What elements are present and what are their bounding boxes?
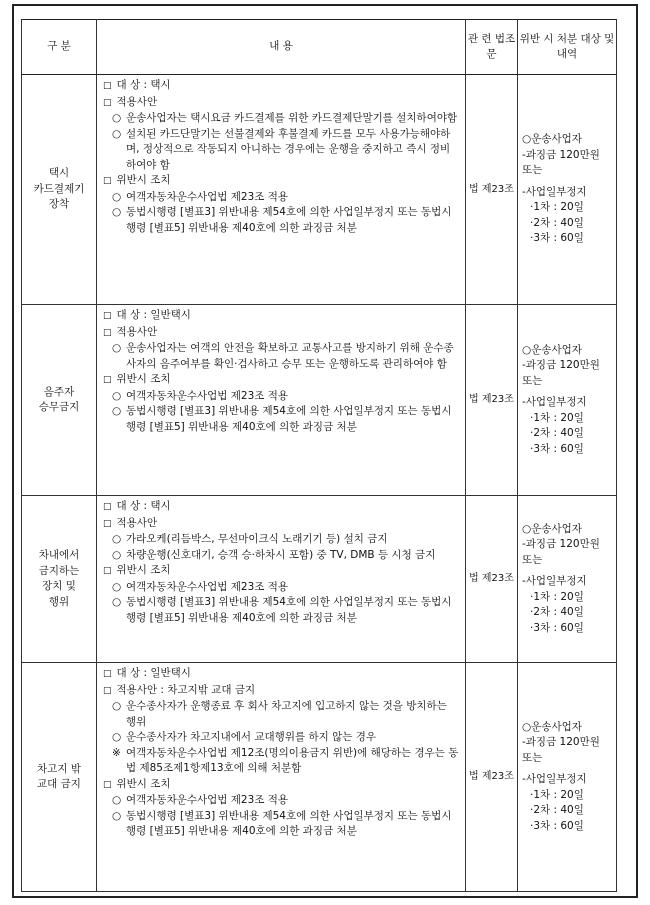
penalty-or: 또는: [522, 374, 543, 387]
penalty-third: ·3차 : 60일: [530, 232, 584, 245]
law-cell: 법 제23조: [466, 496, 518, 663]
content-cell: [97, 305, 466, 496]
penalty-fine: -과징금 120만원: [522, 148, 600, 161]
violation-item: [103, 809, 460, 840]
penalty-cell: [518, 496, 617, 663]
penalty-or: 또는: [522, 553, 543, 566]
violation-heading: □ 위반시 조치: [103, 372, 460, 389]
violation-item: [103, 190, 460, 206]
target-line: □ 대 상 : 일반택시: [103, 666, 460, 683]
violation-item-text: 여객자동차운수사업법 제23조 적용: [126, 794, 289, 806]
penalty-second: ·2차 : 40일: [530, 606, 584, 619]
category-cell: [22, 663, 97, 892]
bullet-mark: ○: [112, 794, 122, 806]
bullet-mark: ○: [112, 548, 122, 561]
bullet-mark: ○: [112, 342, 122, 354]
penalty-subject: ○운송사업자: [522, 133, 582, 146]
penalty-suspension: -사업일부정지: [522, 185, 587, 198]
violation-item-text: 동법시행령 [별표3] 위반내용 제54호에 의한 사업일부정지 또는 동법시행령 [별표5] 위반내용 제40호에 의한 과징금 처분: [126, 405, 452, 433]
penalty-first: ·1차 : 20일: [530, 201, 584, 214]
violation-item-text: 여객자동차운수사업법 제23조 적용: [126, 389, 289, 402]
apply-item-text: 가라오케(리듬박스, 무선마이크식 노래기기 등) 설치 금지: [126, 533, 388, 545]
penalty-first: ·1차 : 20일: [530, 590, 584, 603]
content-cell: [97, 75, 466, 305]
bullet-mark: ○: [112, 700, 122, 712]
penalty-first: ·1차 : 20일: [530, 411, 584, 424]
violation-item: [103, 595, 460, 626]
penalty-fine: -과징금 120만원: [522, 538, 600, 551]
target-line: □ 대 상 : 일반택시: [103, 308, 460, 325]
penalty-subject: ○운송사업자: [522, 720, 582, 733]
bullet-mark: ○: [112, 731, 122, 743]
law-cell: 법 제23조: [466, 663, 518, 892]
apply-heading: □ 적용사안: [103, 516, 460, 533]
penalty-suspension: -사업일부정지: [522, 396, 587, 409]
penalty-fine: -과징금 120만원: [522, 736, 600, 749]
bullet-mark: ○: [112, 112, 122, 124]
penalty-cell: [518, 663, 617, 892]
category-cell: [22, 75, 97, 305]
law-cell: 법 제23조: [466, 305, 518, 496]
category-line: 행위: [48, 595, 70, 608]
penalty-first: ·1차 : 20일: [530, 788, 584, 801]
law-cell: 법 제23조: [466, 75, 518, 305]
penalty-fine: -과징금 120만원: [522, 359, 600, 372]
penalty-third: ·3차 : 60일: [530, 442, 584, 455]
bullet-mark: ○: [112, 206, 122, 218]
violation-item: [103, 793, 460, 809]
table-row: [22, 305, 617, 496]
header-content: 내 용: [97, 20, 466, 75]
penalty-second: ·2차 : 40일: [530, 804, 584, 817]
category-line: 차고지 밖: [37, 762, 81, 775]
apply-item: [103, 730, 460, 746]
violation-item: [103, 404, 460, 435]
regulation-table: [21, 19, 617, 892]
apply-item-text: 여객자동차운수사업법 제12조(명의이용금지 위반)에 해당하는 경우는 동법 제85조제1항제13호에 의해 처분함: [126, 746, 459, 774]
apply-item: [103, 548, 460, 564]
violation-item-text: 동법시행령 [별표3] 위반내용 제54호에 의한 사업일부정지 또는 동법시행령 [별표5] 위반내용 제40호에 의한 과징금 처분: [126, 809, 452, 837]
violation-item-text: 여객자동차운수사업법 제23조 적용: [126, 190, 289, 203]
table-header-row: [22, 20, 617, 75]
penalty-or: 또는: [522, 164, 543, 177]
category-line: 승무금지: [38, 401, 80, 413]
category-line: 장착: [48, 198, 70, 211]
category-cell: [22, 305, 97, 496]
apply-item-text: 운송사업자는 여객의 안전을 확보하고 교통사고를 방지하기 위해 운수종사자의 음주여부를 확인·검사하고 승무 또는 운행하도록 관리하여야 함: [126, 342, 454, 370]
table-row: [22, 496, 617, 663]
penalty-cell: [518, 305, 617, 496]
penalty-or: 또는: [522, 751, 543, 764]
violation-item-text: 동법시행령 [별표3] 위반내용 제54호에 의한 사업일부정지 또는 동법시행령 [별표5] 위반내용 제40호에 의한 과징금 처분: [126, 596, 452, 624]
bullet-mark: ○: [112, 533, 122, 545]
penalty-third: ·3차 : 60일: [530, 819, 584, 832]
apply-item: [103, 111, 460, 127]
category-line: 음주자: [43, 385, 75, 398]
header-category: 구 분: [22, 20, 97, 75]
apply-item-text: 차량운행(신호대기, 승객 승·하차시 포함) 중 TV, DMB 등 시청 금지: [126, 548, 436, 561]
penalty-cell: [518, 75, 617, 305]
apply-item: [103, 532, 460, 548]
apply-item: [103, 746, 460, 777]
violation-heading: □ 위반시 조치: [103, 563, 460, 580]
penalty-suspension: -사업일부정지: [522, 575, 587, 588]
apply-heading: □ 적용사안 : 차고지밖 교대 금지: [103, 683, 460, 700]
category-line: 차내에서: [38, 549, 80, 561]
apply-item-text: 설치된 카드단말기는 선불결제와 후불결제 카드를 모두 사용가능해야하며, 정상적으로 작동되지 아니하는 경우에는 운행을 중지하고 즉시 정비하여야 함: [126, 127, 451, 171]
content-cell: [97, 663, 466, 892]
apply-item-text: 운수종사자가 운행종료 후 회사 차고지에 입고하지 않는 것을 방치하는 행위: [126, 700, 447, 728]
penalty-third: ·3차 : 60일: [530, 621, 584, 634]
table-row: [22, 75, 617, 305]
bullet-mark: ※: [112, 746, 121, 759]
bullet-mark: ○: [112, 405, 122, 417]
bullet-mark: ○: [112, 190, 122, 203]
bullet-mark: ○: [112, 389, 122, 402]
target-line: □ 대 상 : 택시: [103, 78, 460, 95]
content-cell: [97, 496, 466, 663]
violation-item: [103, 389, 460, 405]
category-line: 카드결제기: [33, 182, 85, 195]
target-line: □ 대 상 : 택시: [103, 499, 460, 516]
violation-item-text: 동법시행령 [별표3] 위반내용 제54호에 의한 사업일부정지 또는 동법시행령 [별표5] 위반내용 제40호에 의한 과징금 처분: [126, 206, 452, 234]
apply-item-text: 운송사업자는 택시요금 카드결제를 위한 카드결제단말기를 설치하여야함: [126, 112, 458, 124]
bullet-mark: ○: [112, 580, 122, 593]
header-penalty: 위반 시 처분 대상 및 내역: [518, 20, 617, 75]
apply-item-text: 운수종사자가 차고지내에서 교대행위를 하지 않는 경우: [126, 731, 376, 743]
penalty-suspension: -사업일부정지: [522, 773, 587, 786]
category-cell: [22, 496, 97, 663]
violation-heading: □ 위반시 조치: [103, 173, 460, 190]
violation-heading: □ 위반시 조치: [103, 777, 460, 794]
bullet-mark: ○: [112, 127, 122, 140]
category-line: 장치 및: [42, 580, 76, 592]
category-line: 교대 금지: [37, 778, 81, 790]
table-row: [22, 663, 617, 892]
apply-heading: □ 적용사안: [103, 95, 460, 112]
apply-item: [103, 341, 460, 372]
header-law: 관 련 법조문: [466, 20, 518, 75]
violation-item: [103, 580, 460, 596]
penalty-subject: ○운송사업자: [522, 522, 582, 535]
apply-heading: □ 적용사안: [103, 325, 460, 342]
penalty-subject: ○운송사업자: [522, 343, 582, 356]
bullet-mark: ○: [112, 596, 122, 608]
penalty-second: ·2차 : 40일: [530, 216, 584, 229]
violation-item: [103, 205, 460, 236]
apply-item: [103, 699, 460, 730]
bullet-mark: ○: [112, 809, 122, 822]
apply-item: [103, 127, 460, 174]
category-line: 금지하는: [38, 564, 80, 577]
violation-item-text: 여객자동차운수사업법 제23조 적용: [126, 580, 289, 593]
category-line: 택시: [48, 167, 70, 180]
penalty-second: ·2차 : 40일: [530, 427, 584, 440]
